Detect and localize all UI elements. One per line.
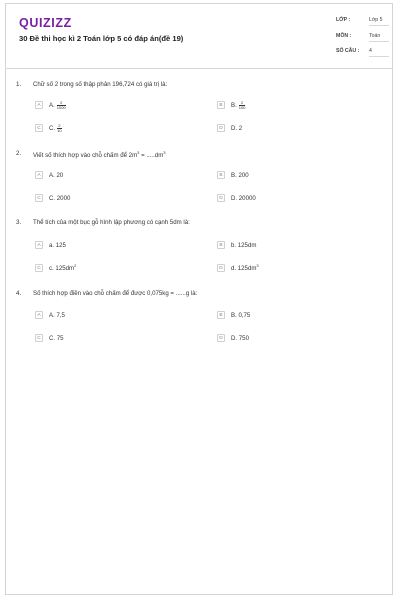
option-letter-box[interactable]: C [35, 334, 43, 342]
question-text: Số thích hợp điền vào chỗ chấm để được 0,075kg = ......g là: [33, 290, 198, 297]
option-label: B. 200 [231, 171, 249, 179]
option-label: d. $125dm^3$ [231, 263, 259, 273]
option-letter-box[interactable]: B [217, 311, 225, 319]
option-letter-box[interactable]: D [217, 334, 225, 342]
option-label: B. 0,75 [231, 311, 251, 319]
option-letter-box[interactable]: C [35, 124, 43, 132]
header-divider [6, 68, 392, 69]
option-letter-box[interactable]: B [217, 171, 225, 179]
option-c[interactable] [35, 123, 62, 133]
option-b[interactable] [217, 310, 250, 320]
question-text: Viết số thích hợp vào chỗ chấm để $2m^3 = .....dm^3$ [33, 150, 166, 160]
fraction: $\frac{2}{10}$ [57, 122, 62, 133]
option-letter-box[interactable]: D [217, 124, 225, 132]
option-d[interactable] [217, 263, 259, 273]
option-label: A. 20 [49, 171, 64, 179]
question-number: 3. [16, 219, 22, 226]
option-letter-box[interactable]: D [217, 264, 225, 272]
question-number: 1. [16, 81, 22, 88]
option-letter-box[interactable]: D [217, 194, 225, 202]
option-letter-box[interactable]: C [35, 264, 43, 272]
option-letter-box[interactable]: B [217, 241, 225, 249]
option-label: C. 2000 [49, 194, 71, 202]
meta-label-subject: MÔN : [336, 33, 352, 39]
question-text: Chữ số 2 trong số thập phân 196,724 có giá trị là: [33, 81, 168, 88]
option-c[interactable] [35, 263, 76, 273]
option-label: A. $\frac{2}{1000}$ [49, 99, 66, 110]
option-label: A. 7,5 [49, 311, 65, 319]
meta-value-class: Lớp 5 [369, 17, 389, 26]
option-label: a. 125 [49, 241, 66, 249]
option-d[interactable] [217, 123, 242, 133]
option-c[interactable] [35, 193, 70, 203]
meta-label-count: SỐ CÂU : [336, 48, 360, 54]
question-number: 4. [16, 290, 22, 297]
meta-value-count: 4 [369, 48, 389, 57]
option-label: C. $\frac{2}{10}$ [49, 122, 62, 133]
fraction: $\frac{2}{1000}$ [56, 99, 66, 110]
meta-value-subject: Toán [369, 33, 389, 42]
option-label: C. 75 [49, 334, 64, 342]
quizizz-logo: QUIZIZZ [19, 16, 72, 30]
option-letter-box[interactable]: C [35, 194, 43, 202]
option-letter-box[interactable]: A [35, 311, 43, 319]
option-b[interactable] [217, 100, 245, 110]
option-label: B. $\frac{2}{100}$ [231, 99, 246, 110]
question-number: 2. [16, 150, 22, 157]
option-letter-box[interactable]: A [35, 171, 43, 179]
option-label: c. $125dm^2$ [49, 263, 77, 273]
question-text: Thể tích của một bục gỗ hình lập phương có cạnh 5dm là: [33, 219, 190, 226]
option-a[interactable] [35, 310, 65, 320]
option-d[interactable] [217, 193, 256, 203]
option-b[interactable] [217, 170, 249, 180]
meta-label-class: LỚP : [336, 17, 351, 23]
fraction: $\frac{2}{100}$ [238, 99, 246, 110]
worksheet-page [5, 3, 393, 595]
option-b[interactable] [217, 240, 256, 250]
option-label: D. 750 [231, 334, 249, 342]
worksheet-title: 30 Đề thi học kì 2 Toán lớp 5 có đáp án(đề 19) [19, 34, 184, 43]
option-a[interactable] [35, 240, 66, 250]
option-letter-box[interactable]: A [35, 241, 43, 249]
option-label: D. 20000 [231, 194, 256, 202]
option-c[interactable] [35, 333, 64, 343]
option-d[interactable] [217, 333, 249, 343]
option-a[interactable] [35, 170, 63, 180]
option-letter-box[interactable]: B [217, 101, 225, 109]
option-letter-box[interactable]: A [35, 101, 43, 109]
option-label: b. 125dm [231, 241, 257, 249]
option-a[interactable] [35, 100, 66, 110]
option-label: D. 2 [231, 124, 243, 132]
